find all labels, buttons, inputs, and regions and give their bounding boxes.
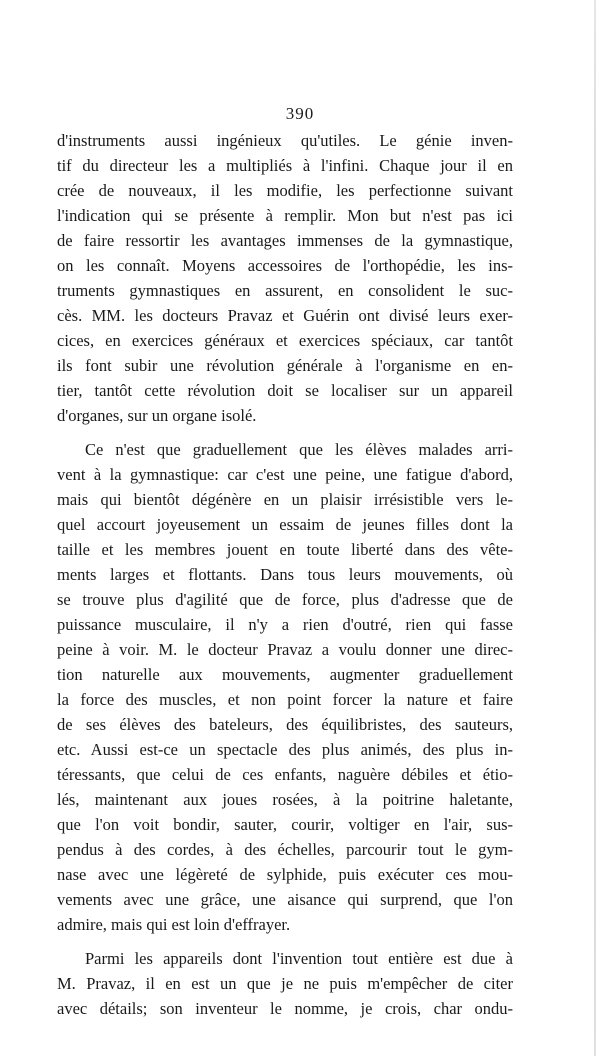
text-line: que l'on voit bondir, sauter, courir, voltiger en l'air, sus-	[57, 815, 513, 834]
text-line: de ses élèves des bateleurs, des équilibristes, des sauteurs,	[57, 715, 513, 734]
text-line: on les connaît. Moyens accessoires de l'orthopédie, les ins-	[57, 256, 513, 275]
text-line: vements avec une grâce, une aisance qui surprend, que l'on	[57, 890, 513, 909]
text-line: mais qui bientôt dégénère en un plaisir irrésistible vers le-	[57, 490, 513, 509]
text-line: Ce n'est que graduellement que les élèves malades arri-	[85, 440, 513, 459]
text-line: cès. MM. les docteurs Pravaz et Guérin ont divisé leurs exer-	[57, 306, 513, 325]
text-line: cices, en exercices généraux et exercices spéciaux, car tantôt	[57, 331, 513, 350]
text-line: téressants, que celui de ces enfants, naguère débiles et étio-	[57, 765, 513, 784]
text-line: ils font subir une révolution générale à l'organisme en en-	[57, 356, 513, 375]
text-line: vent à la gymnastique: car c'est une peine, une fatigue d'abord,	[57, 465, 513, 484]
text-line: la force des muscles, et non point forcer la nature et faire	[57, 690, 513, 709]
paragraph-2	[57, 437, 513, 937]
page-edge-shadow	[594, 0, 596, 1056]
text-line: tier, tantôt cette révolution doit se localiser sur un appareil	[57, 381, 513, 400]
text-line: quel accourt joyeusement un essaim de jeunes filles dont la	[57, 515, 513, 534]
paragraph-gap	[57, 428, 513, 437]
text-line: truments gymnastiques en assurent, en consolident le suc-	[57, 281, 513, 300]
text-line: taille et les membres jouent en toute liberté dans des vête-	[57, 540, 513, 559]
text-line: l'indication qui se présente à remplir. Mon but n'est pas ici	[57, 206, 513, 225]
body-text	[57, 128, 513, 1021]
text-line: se trouve plus d'agilité que de force, plus d'adresse que de	[57, 590, 513, 609]
paragraph-3	[57, 946, 513, 1021]
paragraph-1	[57, 128, 513, 428]
text-line: peine à voir. M. le docteur Pravaz a voulu donner une direc-	[57, 640, 513, 659]
text-line: tif du directeur les a multipliés à l'infini. Chaque jour il en	[57, 156, 513, 175]
paragraph-gap	[57, 937, 513, 946]
text-line: puissance musculaire, il n'y a rien d'outré, rien qui fasse	[57, 615, 513, 634]
text-line: etc. Aussi est-ce un spectacle des plus animés, des plus in-	[57, 740, 513, 759]
text-line: avec détails; son inventeur le nomme, je crois, char ondu-	[57, 999, 513, 1018]
text-line: M. Pravaz, il en est un que je ne puis m'empêcher de citer	[57, 974, 513, 993]
text-line: ments larges et flottants. Dans tous leurs mouvements, où	[57, 565, 513, 584]
text-line: crée de nouveaux, il les modifie, les perfectionne suivant	[57, 181, 513, 200]
text-line: d'organes, sur un organe isolé.	[57, 406, 257, 425]
text-line: d'instruments aussi ingénieux qu'utiles. Le génie inven-	[57, 131, 513, 150]
page-number: 390	[285, 104, 315, 123]
text-line: de faire ressortir les avantages immenses de la gymnastique,	[57, 231, 513, 250]
text-line: admire, mais qui est loin d'effrayer.	[57, 915, 291, 934]
text-line: pendus à des cordes, à des échelles, parcourir tout le gym-	[57, 840, 513, 859]
text-line: Parmi les appareils dont l'invention tout entière est due à	[85, 949, 513, 968]
text-line: lés, maintenant aux joues rosées, à la poitrine haletante,	[57, 790, 513, 809]
text-line: tion naturelle aux mouvements, augmenter graduellement	[57, 665, 513, 684]
text-line: nase avec une légèreté de sylphide, puis exécuter ces mou-	[57, 865, 513, 884]
